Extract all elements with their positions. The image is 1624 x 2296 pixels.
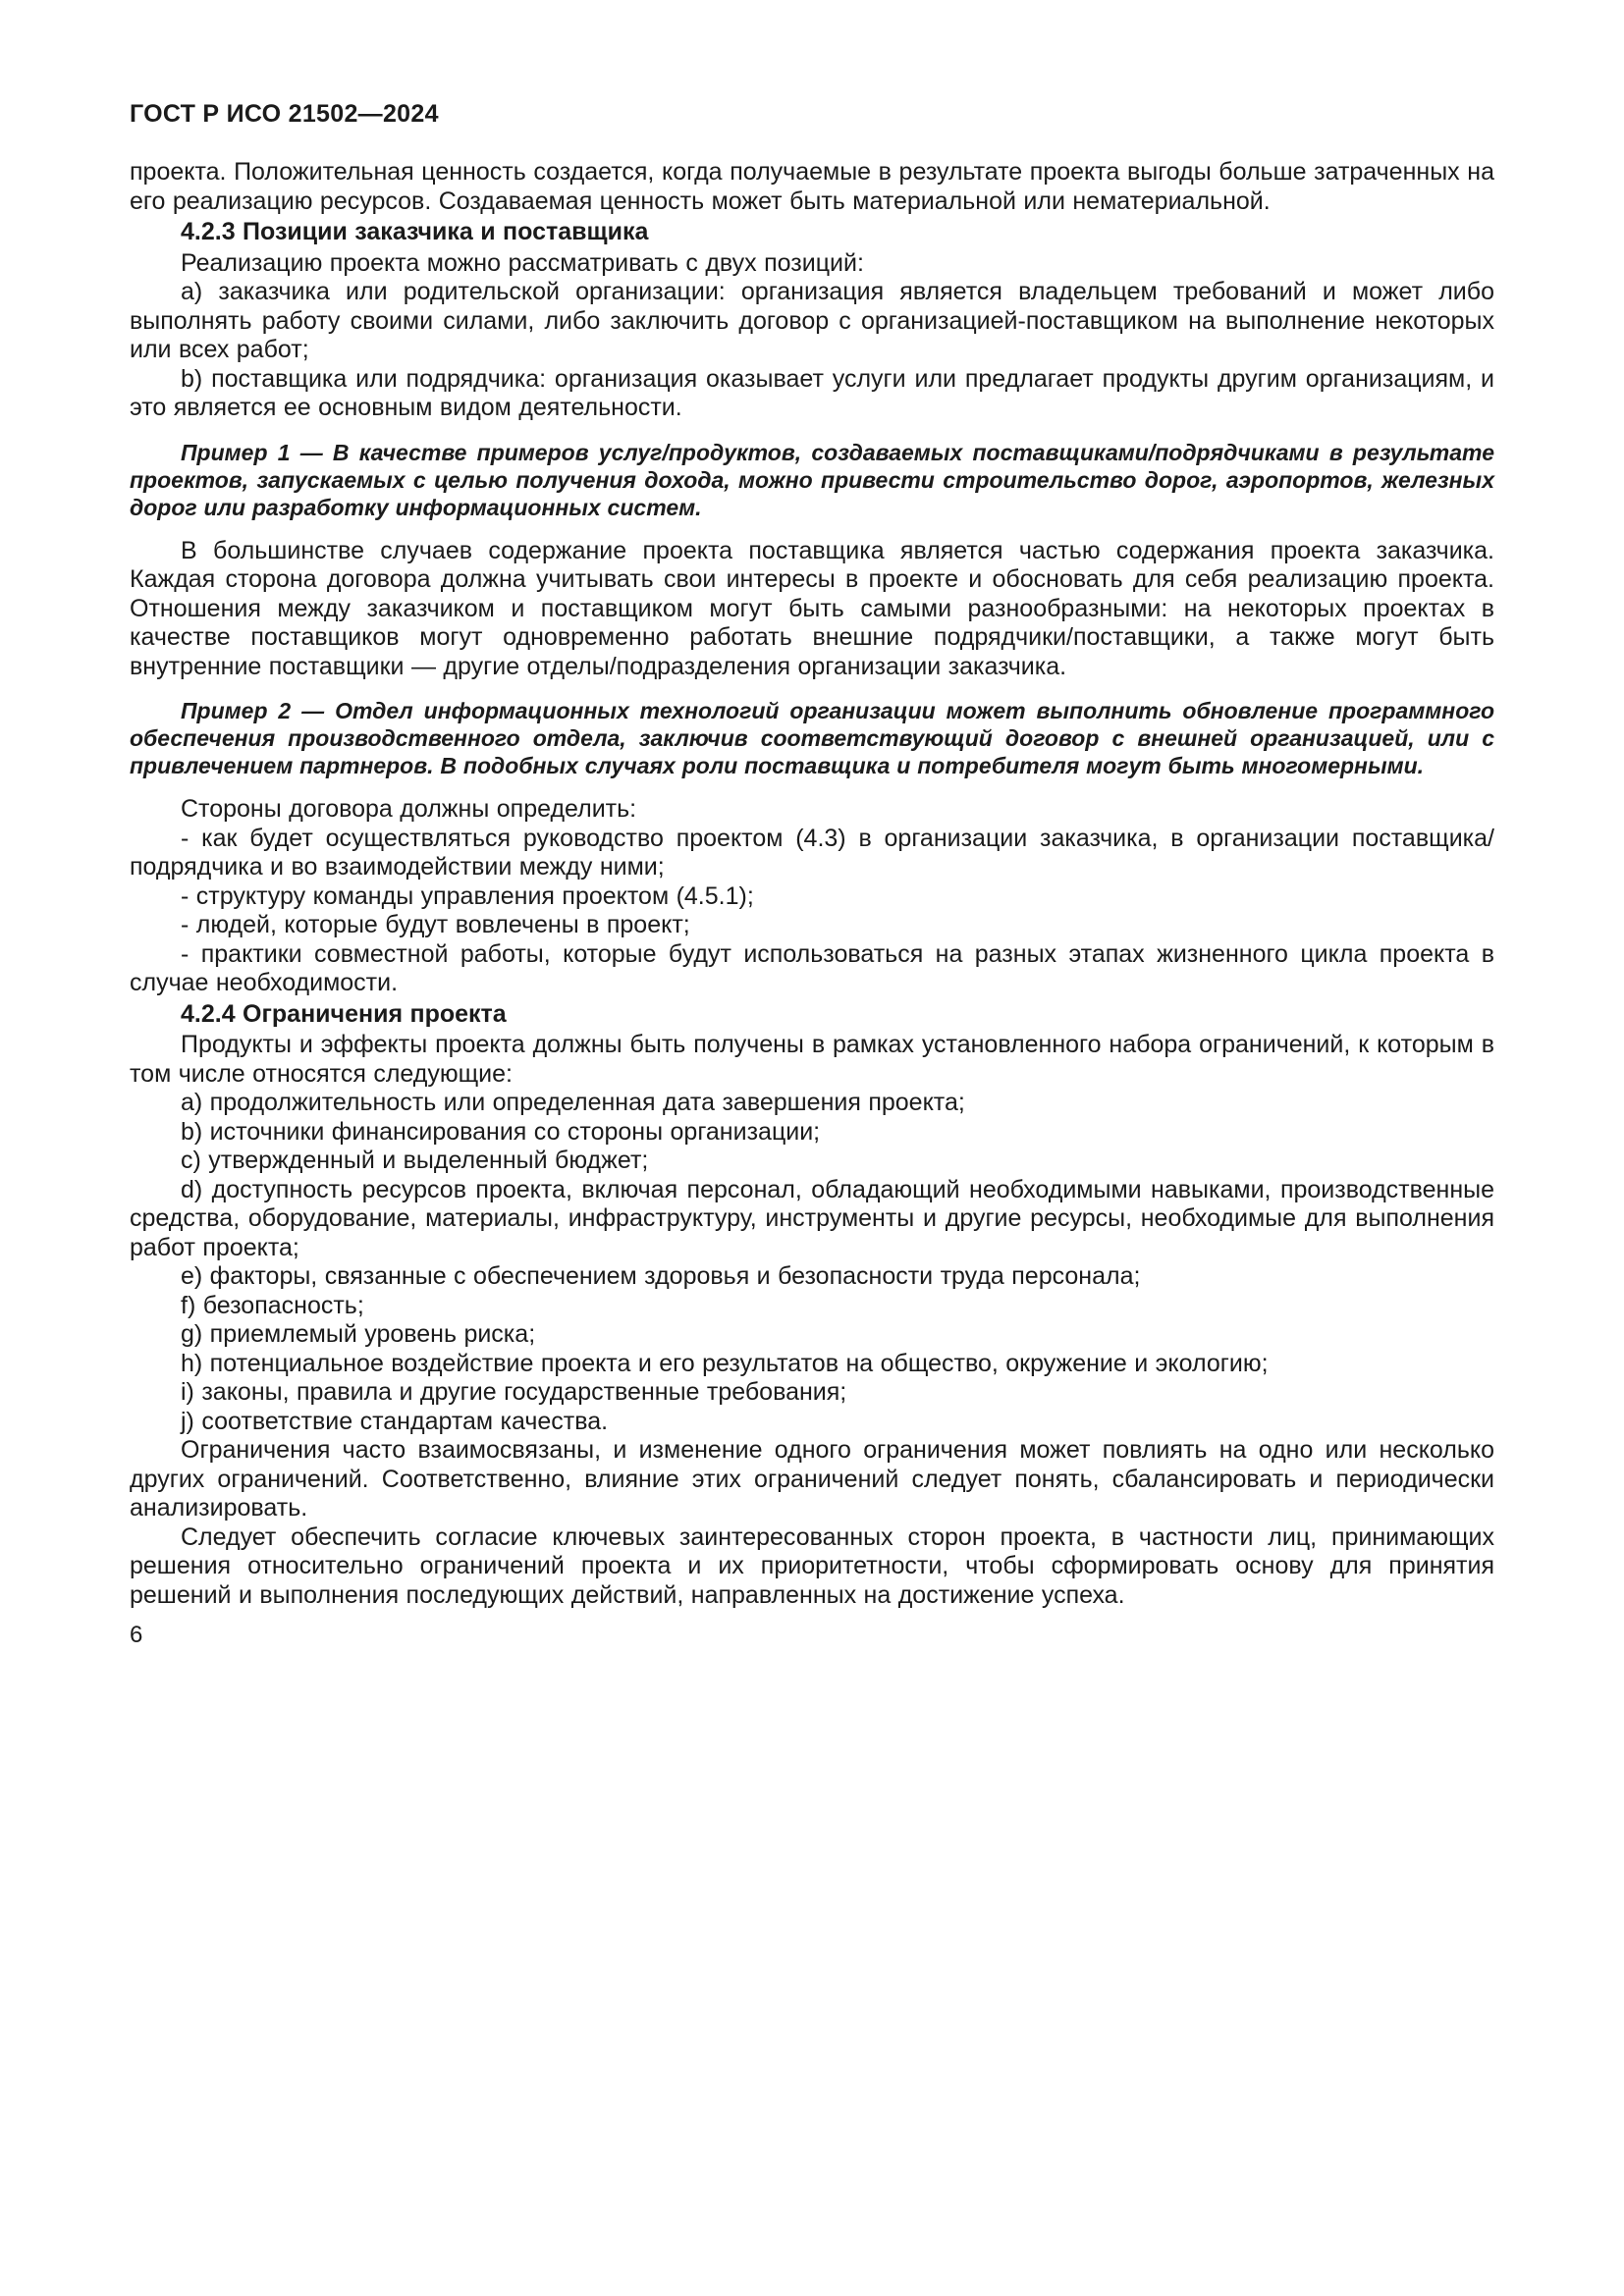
paragraph: i) законы, правила и другие государственные требования; bbox=[181, 1378, 847, 1407]
paragraph: Реализацию проекта можно рассматривать с двух позиций: bbox=[181, 248, 864, 277]
paragraph: Продукты и эффекты проекта должны быть получены в рамках установленного набора ограничений, к которым в том числе относятся следующие: bbox=[130, 1031, 1494, 1088]
paragraph: Стороны договора должны определить: bbox=[181, 795, 637, 824]
paragraph: h) потенциальное воздействие проекта и его результатов на общество, окружение и экологию; bbox=[181, 1349, 1269, 1377]
paragraph: Пример 2 — Отдел информационных технологий организации может выполнить обновление программного обеспечения производственного отдела, заключив соответствующий договор с внешней организацией, или с привлечением партнеров. В подобных случаях роли поставщика и потребителя могут быть многомерными. bbox=[130, 698, 1494, 779]
paragraph: c) утвержденный и выделенный бюджет; bbox=[181, 1147, 649, 1175]
paragraph: - структуру команды управления проектом (4.5.1); bbox=[181, 881, 754, 910]
paragraph: проекта. Положительная ценность создается, когда получаемые в результате проекта выгоды больше затраченных на его реализацию ресурсов. Создаваемая ценность может быть материальной или нематериальной. bbox=[130, 158, 1494, 215]
section-heading: 4.2.4 Ограничения проекта bbox=[181, 999, 507, 1028]
paragraph: a) продолжительность или определенная дата завершения проекта; bbox=[181, 1089, 965, 1117]
paragraph: В большинстве случаев содержание проекта поставщика является частью содержания проекта заказчика. Каждая сторона договора должна учитывать свои интересы в проекте и обосновать для себя реализацию проекта. Отношения между заказчиком и поставщиком могут быть самыми разнообразными: на некоторых проектах в качестве поставщиков могут одновременно работать внешние подрядчики/поставщики, а также могут быть внутренние поставщики — другие отделы/подразделения организации заказчика. bbox=[130, 536, 1494, 680]
paragraph: j) соответствие стандартам качества. bbox=[181, 1407, 609, 1435]
document-standard-code: ГОСТ Р ИСО 21502—2024 bbox=[130, 100, 439, 128]
paragraph: d) доступность ресурсов проекта, включая персонал, обладающий необходимыми навыками, производственные средства, оборудование, материалы, инфраструктуру, инструменты и другие ресурсы, необходимые для выполнения работ проекта; bbox=[130, 1175, 1494, 1261]
section-heading: 4.2.3 Позиции заказчика и поставщика bbox=[181, 218, 649, 245]
paragraph: f) безопасность; bbox=[181, 1291, 364, 1319]
page-number: 6 bbox=[130, 1622, 143, 1649]
paragraph: - как будет осуществляться руководство проектом (4.3) в организации заказчика, в организации поставщика/подрядчика и во взаимодействии между ними; bbox=[130, 824, 1494, 881]
paragraph: b) источники финансирования со стороны организации; bbox=[181, 1117, 821, 1146]
paragraph: g) приемлемый уровень риска; bbox=[181, 1320, 536, 1349]
paragraph: a) заказчика или родительской организации: организация является владельцем требований и может либо выполнять работу своими силами, либо заключить договор с организацией-поставщиком на выполнение некоторых или всех работ; bbox=[130, 278, 1494, 363]
paragraph: b) поставщика или подрядчика: организация оказывает услуги или предлагает продукты другим организациям, и это является ее основным видом деятельности. bbox=[130, 364, 1494, 421]
paragraph: Следует обеспечить согласие ключевых заинтересованных сторон проекта, в частности лиц, принимающих решения относительно ограничений проекта и их приоритетности, чтобы сформировать основу для принятия решений и выполнения последующих действий, направленных на достижение успеха. bbox=[130, 1522, 1494, 1609]
paragraph: - людей, которые будут вовлечены в проект; bbox=[181, 911, 690, 939]
paragraph: - практики совместной работы, которые будут использоваться на разных этапах жизненного цикла проекта в случае необходимости. bbox=[130, 939, 1494, 997]
document-body bbox=[130, 158, 1494, 1610]
paragraph: Пример 1 — В качестве примеров услуг/продуктов, создаваемых поставщиками/подрядчиками в результате проектов, запускаемых с целью получения дохода, можно привести строительство дорог, аэропортов, железных дорог или разработку информационных систем. bbox=[130, 439, 1494, 520]
paragraph: e) факторы, связанные с обеспечением здоровья и безопасности труда персонала; bbox=[181, 1262, 1141, 1291]
paragraph: Ограничения часто взаимосвязаны, и изменение одного ограничения может повлиять на одно или несколько других ограничений. Соответственно, влияние этих ограничений следует понять, сбалансировать и периодически анализировать. bbox=[130, 1436, 1494, 1522]
